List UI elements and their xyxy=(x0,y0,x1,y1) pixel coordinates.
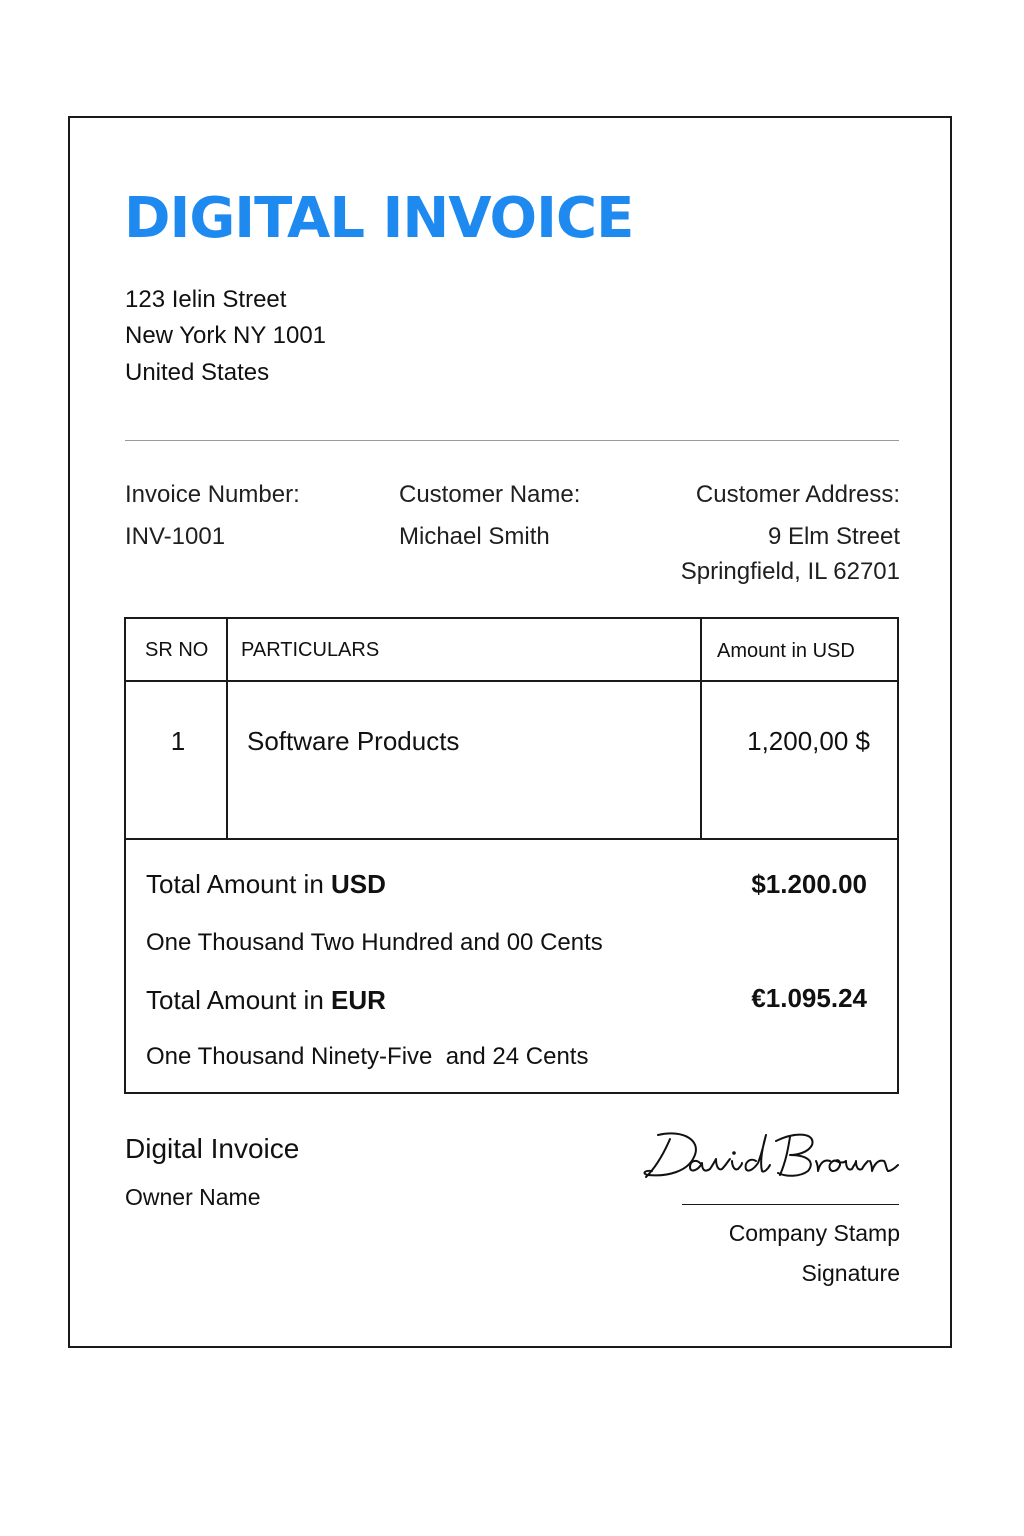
header-sr-no: SR NO xyxy=(145,639,209,661)
header-divider xyxy=(125,440,899,441)
header-particulars: PARTICULARS xyxy=(241,639,380,661)
total-eur-label: Total Amount in EUR xyxy=(146,985,386,1015)
customer-address-line-2: Springfield, IL 62701 xyxy=(680,558,900,585)
row-amount: 1,200,00 $ xyxy=(747,726,870,756)
customer-address-line-1: 9 Elm Street xyxy=(767,523,900,550)
customer-address-label: Customer Address: xyxy=(695,481,900,508)
handwritten-signature xyxy=(640,1125,902,1189)
total-usd-words: One Thousand Two Hundred and 00 Cents xyxy=(146,929,603,956)
header-amount: Amount in USD xyxy=(717,640,855,662)
footer-company-name: Digital Invoice xyxy=(125,1133,300,1164)
row-sr-no: 1 xyxy=(170,726,186,756)
sender-address-line-1: 123 Ielin Street xyxy=(125,286,287,313)
table-column-divider xyxy=(700,619,702,838)
row-particulars: Software Products xyxy=(247,726,460,756)
items-table xyxy=(124,617,899,840)
totals-box xyxy=(124,838,899,1094)
invoice-title: DIGITAL INVOICE xyxy=(124,186,634,251)
total-usd-label: Total Amount in USD xyxy=(146,869,386,899)
table-header-divider xyxy=(126,680,897,682)
invoice-number-value: INV-1001 xyxy=(125,523,226,550)
customer-name-label: Customer Name: xyxy=(399,481,581,508)
sender-address-line-2: New York NY 1001 xyxy=(125,322,327,349)
signature-label: Signature xyxy=(801,1260,900,1286)
total-eur-value: €1.095.24 xyxy=(751,983,867,1013)
company-stamp-label: Company Stamp xyxy=(728,1220,900,1246)
signature-line xyxy=(682,1204,899,1205)
total-usd-value: $1.200.00 xyxy=(751,869,867,899)
footer-owner-label: Owner Name xyxy=(125,1184,261,1210)
total-eur-words: One Thousand Ninety-Five and 24 Cents xyxy=(146,1043,589,1070)
invoice-number-label: Invoice Number: xyxy=(125,481,300,508)
customer-name-value: Michael Smith xyxy=(399,523,550,550)
sender-address-line-3: United States xyxy=(125,359,270,386)
